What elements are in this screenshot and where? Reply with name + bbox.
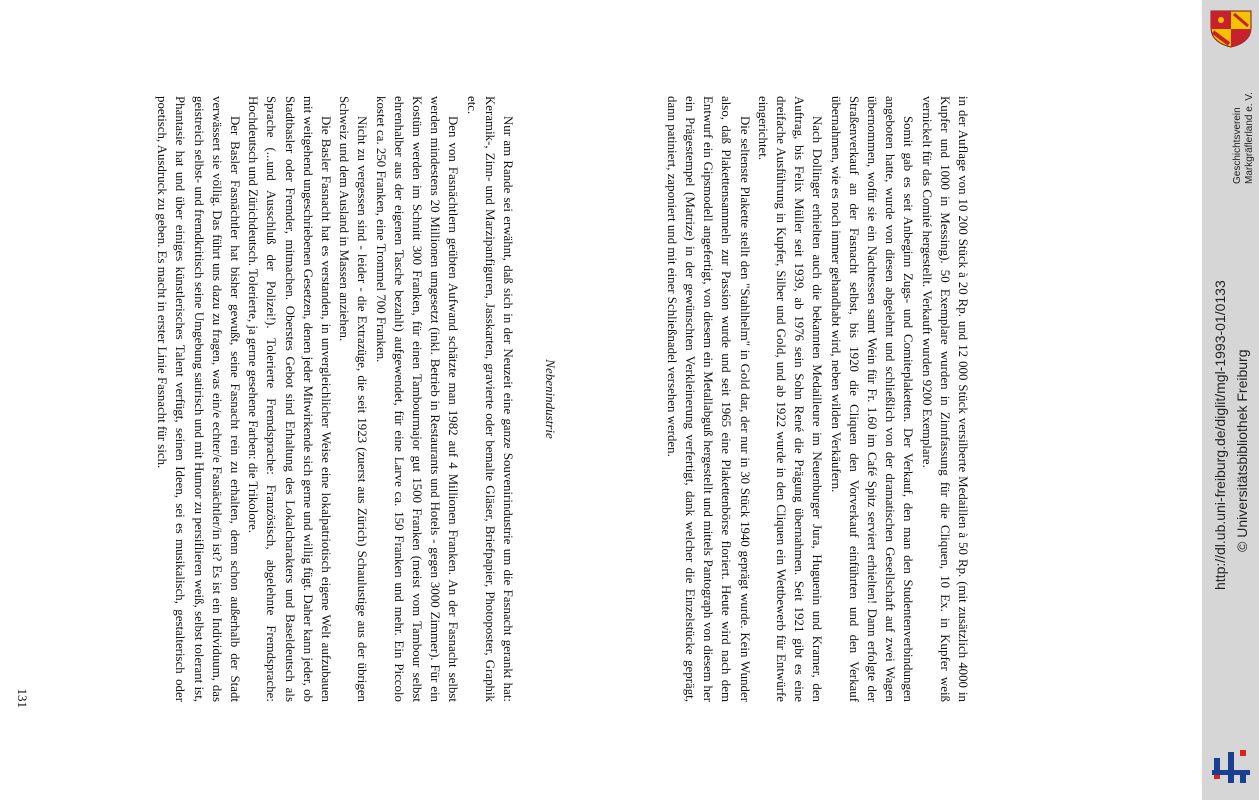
page-number: 131 bbox=[15, 688, 30, 708]
paragraph: Nicht zu vergessen sind - leider - die Extrazüge, die seit 1923 (zuerst aus Zürich) Schaulustige aus der übrigen Schweiz und dem Ausland in Massen anziehen. bbox=[337, 96, 370, 702]
paragraph: Somit gab es seit Anbeginn Zugs- und Comiteplaketten. Der Verkauf, den man den Studentenverbindungen angeboten hatte, wurde von diesen abgelehnt und schließlich von der dramatischen Gesellschaft auf zwei Wagen übernommen, wofür sie ein Nachtessen samt Wein für Fr. 1.60 im Café Spitz serviert erhielten! Dann erfolgte der Straßenverkauf an der Fasnacht selbst, bis 1920 die Cliquen den Vorverkauf einführten und den Verkauf übernahmen, wie es noch immer gehandhabt wird, neben wilden Verkäufern. bbox=[828, 96, 916, 702]
paragraph: Der Basler Fasnächtler hat bisher gewußt, seine Fasnacht rein zu erhalten, denn schon außerhalb der Stadt verwässert sie völlig. Das führt uns dazu zu fragen, was ein/e echter/e Fasnächtler/in ist? Es ist ein Individuum, das geistreich selbst- und fremdkritisch seine Umgebung satirisch und mit Humor zu persiflieren weiß, selbst tolerant ist, Phantasie hat und über einiges künstlerisches Talent verfügt, seinen Ideen, sei es musikalisch, gestalterisch oder poetisch, Ausdruck zu geben. Es macht in erster Linie Fasnacht für sich. bbox=[155, 96, 242, 702]
copyright-notice: © Universitätsbibliothek Freiburg bbox=[1234, 349, 1250, 552]
coat-of-arms-icon bbox=[1207, 8, 1255, 48]
ub-freiburg-logo-icon bbox=[1210, 748, 1252, 784]
paragraph: Nach Dollinger erhielten auch die bekannten Medailleure im Neuenburger Jura, Huguenin und Kramer, den Auftrag, bis Felix Müller seit 1939, ab 1976 sein Sohn René die Prägung übernahmen. Seit 1921 gibt es eine dreifache Ausführung in Kupfer, Silber und Gold, und ab 1922 wurde in den Cliquen ein Wettbewerb für Entwürfe eingerichtet. bbox=[755, 96, 825, 702]
paragraph: Nur am Rande sei erwähnt, daß sich in der Neuzeit eine ganze Souvenirindustrie um die Fasnacht gerankt hat: Keramik-, Zinn- und Marzipanfiguren, Jasskarten, gravierte oder bemalte Gläser, Briefpapier, Photoposter, Graphik etc. bbox=[464, 96, 515, 702]
paragraph: Die Basler Fasnacht hat es verstanden, in unvergleichlicher Weise eine lokalpatriotisch eigene Welt aufzubauen mit weitgehend ungeschriebenen Gesetzen, denen jeder Mitwirkende sich gerne und willig fügt. Daher kann jeder, ob Stadtbasler oder Fremder, mitmachen. Oberstes Gebot sind Erhaltung des Lokalcharakters und Baseldeutsch als Sprache (...und Ausschluß der Polizei!). Tolerierte Fremdsprache: Französisch, abgelehnte Fremdsprache: Hochdeutsch und Zürichdeutsch. Tolerierte, ja gerne gesehene Farben: die Trikolore. bbox=[246, 96, 333, 702]
society-name-line-2: Markgräflerland e. V. bbox=[1244, 92, 1255, 184]
society-name-line-1: Geschichtsverein bbox=[1232, 107, 1243, 184]
section-heading: Nebenindustrie bbox=[543, 359, 558, 439]
text-block-bottom bbox=[153, 96, 517, 702]
paragraph: Den von Fasnächtlern geübten Aufwand schätzte man 1982 auf 4 Millionen Franken. An der Fasnacht selbst werden mindestens 20 Millionen umgesetzt (inkl. Betrieb in Restaurants und Hotels - gegen 3000 Zimmer). Für ein Kostüm werden im Schnitt 300 Franken, für einen Tambourmajor gut 1500 Franken (meist vom Tambour selbst ehrenhalber aus der eigenen Tasche bezahlt) aufgewendet, für eine Larve ca. 150 Franken und mehr. Ein Piccolo kostet ca. 250 Franken, eine Trommel 700 Franken. bbox=[373, 96, 461, 702]
paragraph: Die seltenste Plakette stellt den "Stahlhelm" in Gold dar, der nur in 30 Stück 1940 geprägt wurde. Kein Wunder also, daß Plakettensammeln zur Passion wurde und seit 1965 eine Plakettenbörse floriert. Heute wird nach dem Entwurf ein Gipsmodell angefertigt, von diesem ein Metallabguß hergestellt und mittels Pantograph von diesem her ein Prägestempel (Matrize) in der gewünschten Verkleinerung verfertigt, dank welcher die Einzelstücke geprägt, dann patiniert, zaponiert und mit einer Schließnadel versehen werden. bbox=[664, 96, 752, 702]
paragraph: in der Auflage von 10 200 Stück à 20 Rp. und 12 000 Stück versilberte Medaillen à 50 Rp. (mit zusätzlich 4000 in Kupfer und 1000 in Messing). 50 Exemplare wurden in Zinnfassung für die Cliquen, 10 Ex. in Kupfer weiß vernickelt für das Comité hergestellt. Verkauft wurden 9200 Exemplare. bbox=[919, 96, 970, 702]
document-url-link[interactable]: http://dl.ub.uni-freiburg.de/diglit/mgl-1993-01/0133 bbox=[1212, 280, 1228, 590]
text-block-top bbox=[663, 96, 972, 702]
